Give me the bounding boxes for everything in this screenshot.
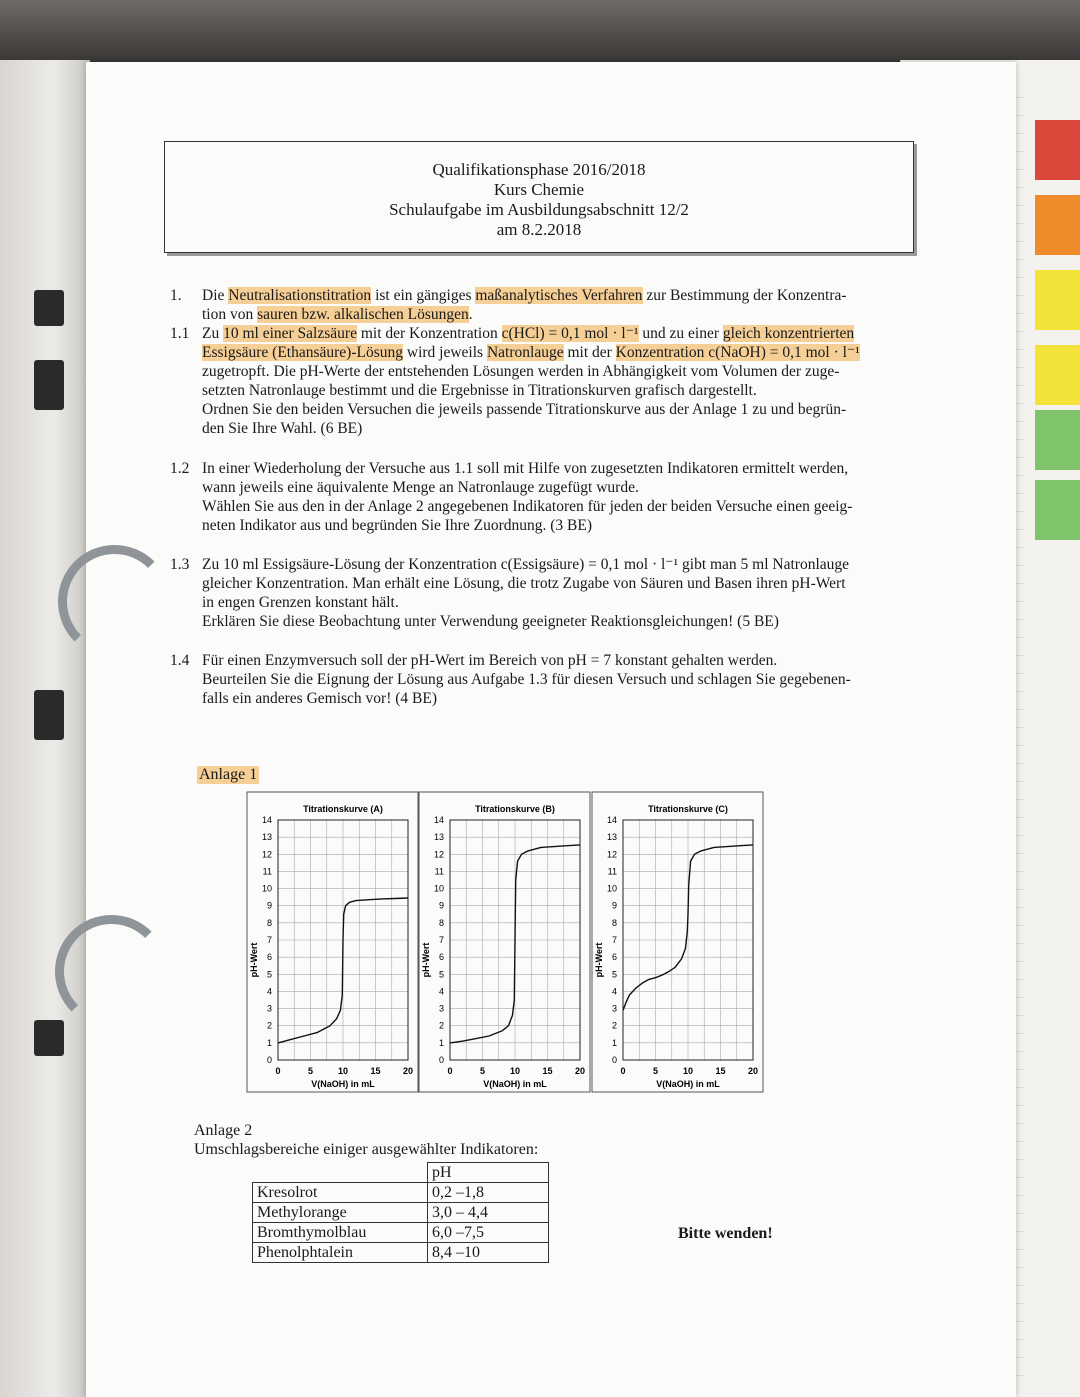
y-tick-label: 14 bbox=[606, 815, 617, 825]
x-tick-label: 20 bbox=[574, 1066, 586, 1076]
x-axis-label: V(NaOH) in mL bbox=[656, 1079, 720, 1089]
y-tick-label: 3 bbox=[266, 1003, 272, 1014]
chart-a-frame bbox=[245, 790, 415, 1098]
y-axis-label: pH-Wert bbox=[594, 942, 604, 978]
binder-ring bbox=[58, 545, 171, 658]
titration-curve-a-chart bbox=[245, 790, 425, 1098]
indicator-range: 3,0 – 4,4 bbox=[428, 1203, 549, 1223]
y-tick-label: 8 bbox=[266, 917, 272, 928]
y-tick-label: 11 bbox=[607, 866, 617, 877]
divider-tab-red[interactable] bbox=[1035, 120, 1080, 180]
exam-header bbox=[164, 141, 914, 253]
y-tick-label: 14 bbox=[433, 815, 444, 825]
highlight: Konzentration c(NaOH) = 0,1 mol · l⁻¹ bbox=[615, 344, 860, 361]
indicator-name: Phenolphtalein bbox=[253, 1243, 428, 1263]
table-row bbox=[253, 1243, 549, 1263]
chart-title: Titrationskurve (A) bbox=[303, 804, 383, 814]
task-1-4 bbox=[170, 651, 910, 708]
highlight: Natronlauge bbox=[486, 344, 564, 361]
x-tick-label: 10 bbox=[337, 1066, 349, 1076]
y-tick-label: 7 bbox=[438, 935, 444, 945]
y-tick-label: 1 bbox=[611, 1037, 617, 1048]
x-axis-label: V(NaOH) in mL bbox=[483, 1079, 547, 1089]
highlight: sauren bzw. alkalischen Lösungen bbox=[257, 306, 469, 323]
x-tick-label: 15 bbox=[542, 1066, 553, 1076]
y-tick-label: 7 bbox=[611, 935, 617, 945]
y-tick-label: 10 bbox=[433, 883, 444, 894]
x-tick-label: 15 bbox=[715, 1066, 726, 1076]
y-tick-label: 9 bbox=[266, 900, 272, 911]
x-tick-label: 20 bbox=[402, 1066, 414, 1076]
x-tick-label: 0 bbox=[620, 1066, 626, 1076]
y-tick-label: 2 bbox=[438, 1020, 444, 1031]
x-tick-label: 20 bbox=[747, 1066, 759, 1076]
task-text: Zu 10 ml einer Salzsäure mit der Konzentration c(HCl) = 0,1 mol · l⁻¹ und zu einer gleich konzentrierten Essigsäure (Ethansäure)-Lösung wird jeweils Natronlauge mit der Konzentration c(NaOH) = 0,1 mol · l⁻¹ zugetropft. Die pH-Werte der entstehenden Lösungen werden in Abhängigkeit vom Volumen der zuge- setzten Natronlauge bestimmt und die Ergebnisse in Titrationskurven grafisch dargestellt. Ordnen Sie den beiden Versuchen die jeweils passende Titrationskurve aus der Anlage 1 zu und begrün- den Sie Ihre Wahl. (6 BE) bbox=[202, 325, 860, 437]
indicator-range: 0,2 –1,8 bbox=[428, 1183, 549, 1203]
y-axis-label: pH-Wert bbox=[421, 942, 431, 978]
anlage-2-subtitle: Umschlagsbereiche einiger ausgewählter Indikatoren: bbox=[194, 1141, 539, 1158]
table-row bbox=[253, 1163, 549, 1183]
indicator-name: Bromthymolblau bbox=[253, 1223, 428, 1243]
y-tick-label: 4 bbox=[611, 986, 617, 997]
indicator-name: Kresolrot bbox=[253, 1183, 428, 1203]
chart-c-frame bbox=[590, 790, 760, 1098]
y-tick-label: 2 bbox=[266, 1020, 272, 1031]
x-tick-label: 0 bbox=[275, 1066, 281, 1076]
binder-ring bbox=[55, 915, 168, 1028]
x-tick-label: 5 bbox=[307, 1066, 314, 1076]
y-tick-label: 1 bbox=[438, 1037, 444, 1048]
y-tick-label: 4 bbox=[266, 986, 272, 997]
y-tick-label: 12 bbox=[261, 849, 272, 860]
y-tick-label: 0 bbox=[438, 1055, 444, 1065]
table-header: pH bbox=[428, 1163, 549, 1183]
table-row bbox=[253, 1223, 549, 1243]
task-text: In einer Wiederholung der Versuche aus 1.1 soll mit Hilfe von zugesetzten Indikatoren ermittelt werden, wann jeweils eine äquivalente Menge an Natronlauge zugefügt wurde. Wählen Sie aus den in der Anlage 2 angegebenen Indikatoren für jeden der beiden Versuche einen geeig- neten Indikator aus und begründen Sie Ihre Zuordnung. (3 BE) bbox=[202, 460, 853, 534]
y-tick-label: 5 bbox=[611, 969, 617, 980]
task-1-2 bbox=[170, 459, 910, 535]
y-tick-label: 11 bbox=[434, 866, 444, 877]
binder-mark bbox=[34, 360, 64, 410]
y-tick-label: 3 bbox=[611, 1003, 617, 1014]
y-tick-label: 0 bbox=[266, 1055, 272, 1065]
y-tick-label: 12 bbox=[606, 849, 617, 860]
task-1-1 bbox=[170, 324, 910, 438]
x-tick-label: 5 bbox=[652, 1066, 659, 1076]
task-number: 1.1 bbox=[170, 325, 190, 342]
binder-mark bbox=[34, 1020, 64, 1056]
highlight: Neutralisationstitration bbox=[228, 287, 372, 304]
y-tick-label: 11 bbox=[262, 866, 272, 877]
y-tick-label: 14 bbox=[261, 815, 272, 825]
highlight: c(HCl) = 0,1 mol · l⁻¹ bbox=[501, 325, 639, 342]
y-tick-label: 1 bbox=[266, 1037, 272, 1048]
indicator-table bbox=[252, 1162, 549, 1263]
y-tick-label: 13 bbox=[606, 832, 617, 843]
y-tick-label: 5 bbox=[438, 969, 444, 980]
header-line: Kurs Chemie bbox=[493, 180, 585, 199]
y-tick-label: 12 bbox=[433, 849, 444, 860]
y-tick-label: 8 bbox=[611, 917, 617, 928]
y-tick-label: 4 bbox=[438, 986, 444, 997]
anlage-2 bbox=[194, 1121, 538, 1159]
indicator-range: 8,4 –10 bbox=[428, 1243, 549, 1263]
y-tick-label: 10 bbox=[261, 883, 272, 894]
anlage-2-title: Anlage 2 bbox=[194, 1122, 253, 1139]
x-tick-label: 15 bbox=[370, 1066, 381, 1076]
y-tick-label: 13 bbox=[261, 832, 272, 843]
chart-b-frame bbox=[417, 790, 587, 1098]
highlight: maßanalytisches Verfahren bbox=[475, 287, 643, 304]
task-number: 1. bbox=[170, 287, 182, 304]
indicator-name: Methylorange bbox=[253, 1203, 428, 1223]
task-text: Die Neutralisationstitration ist ein gängiges maßanalytisches Verfahren zur Bestimmung der Konzentra- tion von sauren bzw. alkalischen Lösungen. bbox=[202, 287, 847, 323]
x-tick-label: 10 bbox=[509, 1066, 521, 1076]
header-line: am 8.2.2018 bbox=[496, 220, 582, 239]
table-row bbox=[253, 1203, 549, 1223]
y-tick-label: 6 bbox=[266, 952, 272, 963]
y-tick-label: 9 bbox=[611, 900, 617, 911]
chart-title: Titrationskurve (B) bbox=[475, 804, 555, 814]
worksheet-page bbox=[86, 62, 1016, 1397]
highlight: Essigsäure (Ethansäure)-Lösung bbox=[202, 344, 404, 361]
highlight: gleich konzentrierten bbox=[722, 325, 855, 342]
binder-mark bbox=[34, 690, 64, 740]
divider-tab-green-2[interactable] bbox=[1035, 480, 1080, 540]
y-tick-label: 7 bbox=[266, 935, 272, 945]
highlight: 10 ml einer Salzsäure bbox=[223, 325, 357, 342]
header-line: Schulaufgabe im Ausbildungsabschnitt 12/2 bbox=[389, 200, 689, 219]
task-number: 1.3 bbox=[170, 556, 190, 573]
task-text: Für einen Enzymversuch soll der pH-Wert im Bereich von pH = 7 konstant gehalten werden. Beurteilen Sie die Eignung der Lösung aus Aufgabe 1.3 für diesen Versuch und schlagen Sie gegebenen- falls ein anderes Gemisch vor! (4 BE) bbox=[202, 652, 851, 707]
y-tick-label: 13 bbox=[433, 832, 444, 843]
x-tick-label: 5 bbox=[479, 1066, 486, 1076]
titration-curve-b-chart bbox=[417, 790, 597, 1098]
x-axis-label: V(NaOH) in mL bbox=[311, 1079, 375, 1089]
divider-tab-orange[interactable] bbox=[1035, 195, 1080, 255]
chart-title: Titrationskurve (C) bbox=[648, 804, 728, 814]
binder-mark bbox=[34, 290, 64, 326]
table-row bbox=[253, 1183, 549, 1203]
titration-curve-c-chart bbox=[590, 790, 775, 1098]
task-1 bbox=[170, 286, 910, 324]
y-axis-label: pH-Wert bbox=[249, 942, 259, 978]
y-tick-label: 10 bbox=[606, 883, 617, 894]
y-tick-label: 3 bbox=[438, 1003, 444, 1014]
y-tick-label: 6 bbox=[438, 952, 444, 963]
divider-tab-green[interactable] bbox=[1035, 410, 1080, 470]
y-tick-label: 6 bbox=[611, 952, 617, 963]
task-1-3 bbox=[170, 555, 910, 631]
task-number: 1.4 bbox=[170, 652, 190, 669]
anlage-1-label: Anlage 1 bbox=[199, 766, 258, 783]
indicator-range: 6,0 –7,5 bbox=[428, 1223, 549, 1243]
divider-tab-yellow[interactable] bbox=[1035, 270, 1080, 330]
table-cell bbox=[253, 1163, 428, 1183]
y-tick-label: 5 bbox=[266, 969, 272, 980]
y-tick-label: 9 bbox=[438, 900, 444, 911]
task-text: Zu 10 ml Essigsäure-Lösung der Konzentration c(Essigsäure) = 0,1 mol · l⁻¹ gibt man 5 ml Natronlauge gleicher Konzentration. Man erhält eine Lösung, die trotz Zugabe von Säuren und Basen ihren pH-Wert in engen Grenzen konstant hält. Erklären Sie diese Beobachtung unter Verwendung geeigneter Reaktionsgleichungen! (5 BE) bbox=[202, 556, 850, 630]
header-line: Qualifikationsphase 2016/2018 bbox=[432, 160, 646, 179]
x-tick-label: 0 bbox=[447, 1066, 453, 1076]
y-tick-label: 0 bbox=[611, 1055, 617, 1065]
y-tick-label: 2 bbox=[611, 1020, 617, 1031]
turn-page-note: Bitte wenden! bbox=[678, 1225, 773, 1242]
task-number: 1.2 bbox=[170, 460, 190, 477]
y-tick-label: 8 bbox=[438, 917, 444, 928]
x-tick-label: 10 bbox=[682, 1066, 694, 1076]
divider-tab-yellow-2[interactable] bbox=[1035, 345, 1080, 405]
